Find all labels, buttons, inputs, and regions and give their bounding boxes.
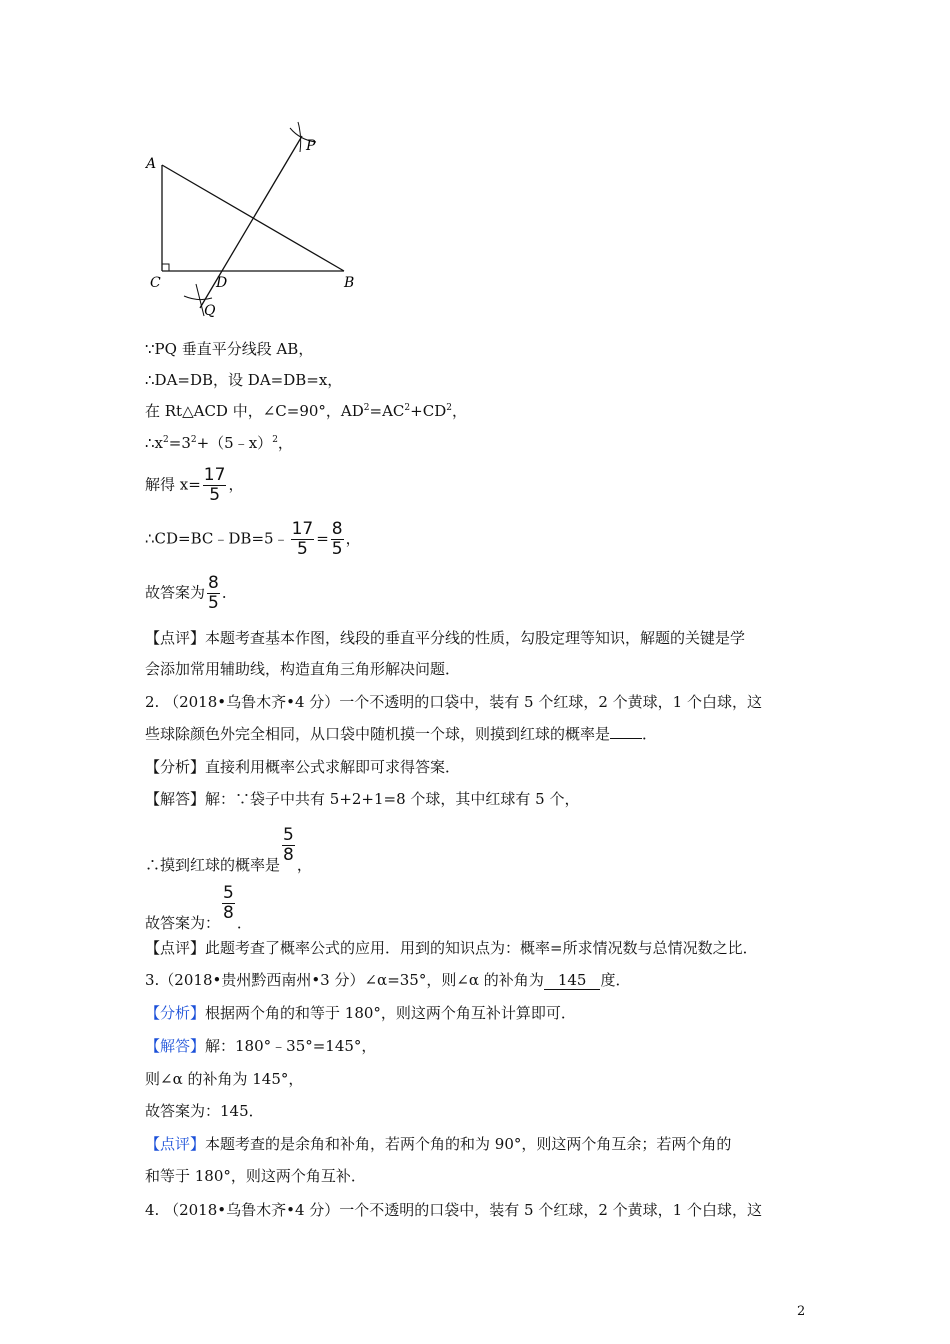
- fraction-17-5: $\frac{17}{5}$: [203, 465, 226, 505]
- q3-comment-1: 【点评】本题考查的是余角和补角，若两个角的和为 90°，则这两个角互余；若两个角的: [145, 1135, 732, 1153]
- label-p: P: [306, 138, 316, 154]
- q2-line1: 2. （2018•乌鲁木齐•4 分）一个不透明的口袋中，装有 5 个红球，2 个黄球，1 个白球，这: [145, 693, 762, 711]
- sol1-line6: ∴CD=BC﹣DB=5﹣ $\frac{17}{5}$ = $\frac{8}{5}$ ，: [145, 519, 361, 559]
- q2-final: 故答案为： $\frac{5}{8}$ ．: [145, 883, 252, 932]
- analysis-tag: 【分析】: [145, 1004, 206, 1022]
- label-d: D: [216, 275, 228, 291]
- sol1-line2: ∴DA=DB，设 DA=DB=x，: [145, 371, 343, 389]
- q3-comment-2: 和等于 180°，则这两个角互补．: [145, 1167, 366, 1185]
- fraction-8-5: $\frac{8}{5}$: [331, 519, 343, 559]
- label-b: B: [344, 275, 355, 291]
- q3-answer: 145: [544, 971, 601, 990]
- q3-line3: 故答案为：145．: [145, 1102, 264, 1120]
- label-c: C: [150, 275, 161, 291]
- arc-q-1: [184, 296, 212, 300]
- fraction-5-8: $\frac{5}{8}$: [283, 825, 294, 865]
- answer-blank: [610, 724, 642, 739]
- q2-analysis: 【分析】直接利用概率公式求解即可求得答案．: [145, 758, 461, 776]
- fraction-8-5: $\frac{8}{5}$: [208, 573, 219, 613]
- q2-line2: 些球除颜色外完全相同，从口袋中随机摸一个球，则摸到红球的概率是 ．: [145, 725, 658, 743]
- right-angle-mark: [162, 264, 169, 271]
- triangle-figure: [140, 118, 380, 333]
- q2-probability: ∴摸到红球的概率是 $\frac{5}{8}$ ，: [145, 825, 312, 874]
- sol1-line5: 解得 x= $\frac{17}{5}$ ，: [145, 465, 244, 505]
- label-a: A: [146, 156, 157, 172]
- arc-p-2: [298, 122, 301, 152]
- label-q: Q: [204, 303, 216, 319]
- q3-line2: 则∠α 的补角为 145°，: [145, 1070, 304, 1088]
- q3-solve: 【解答】解：180°﹣35°=145°，: [145, 1037, 377, 1055]
- sol1-line7: 故答案为 $\frac{8}{5}$ ．: [145, 573, 237, 613]
- q2-answer: 【解答】解：∵袋子中共有 5+2+1=8 个球，其中红球有 5 个，: [145, 790, 580, 808]
- fraction-5-8: $\frac{5}{8}$: [223, 883, 234, 923]
- sol1-comment-2: 会添加常用辅助线，构造直角三角形解决问题．: [145, 660, 461, 678]
- q3-analysis: 【分析】根据两个角的和等于 180°，则这两个角互补计算即可．: [145, 1004, 576, 1022]
- page-number: 2: [797, 1304, 806, 1319]
- sol1-comment-1: 【点评】本题考查基本作图，线段的垂直平分线的性质，勾股定理等知识，解题的关键是学: [145, 629, 746, 647]
- sol1-line1: ∵PQ 垂直平分线段 AB，: [145, 340, 314, 358]
- sol1-line4: $\therefore x^2=3^2+(5﹣x)^2$，: [145, 434, 293, 452]
- q3-line1: 3.（2018•贵州黔西南州•3 分）∠α=35°，则∠α 的补角为 145 度．: [145, 971, 631, 989]
- q2-comment: 【点评】此题考查了概率公式的应用．用到的知识点为：概率=所求情况数与总情况数之比．: [145, 939, 758, 957]
- solve-tag: 【解答】: [145, 1037, 206, 1055]
- comment-tag: 【点评】: [145, 1135, 206, 1153]
- q4-line1: 4. （2018•乌鲁木齐•4 分）一个不透明的口袋中，装有 5 个红球，2 个黄球，1 个白球，这: [145, 1201, 762, 1219]
- fraction-17-5: $\frac{17}{5}$: [291, 519, 314, 559]
- sol1-line3: 在 Rt△ACD 中，∠C=90°，$AD^2=AC^2+CD^2$，: [145, 402, 467, 420]
